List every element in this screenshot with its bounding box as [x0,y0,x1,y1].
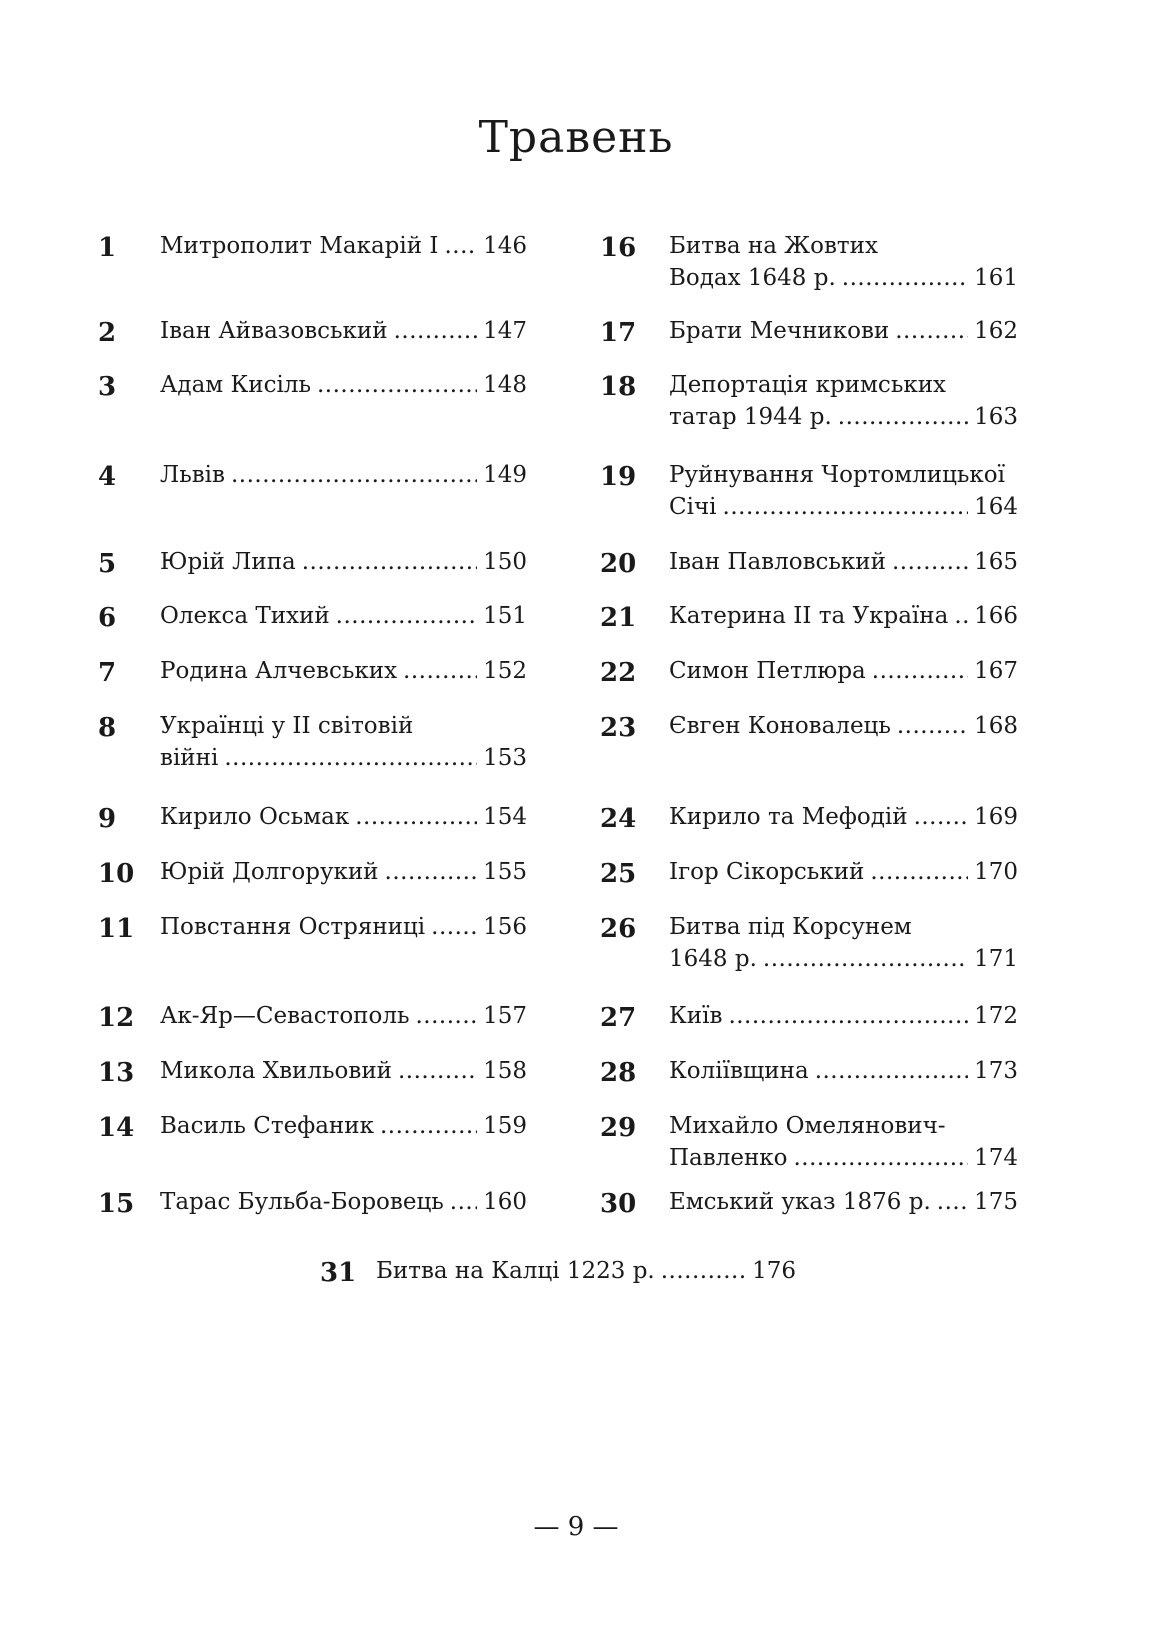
dot-leader [385,856,478,888]
entry-page: 148 [483,372,527,398]
entry-title: Юрій Долгорукий [160,859,379,885]
entry-number: 28 [600,1058,637,1088]
entry-number: 25 [600,859,637,889]
entry-title-line1: Українці у II світовій [160,713,414,739]
entry-title: Ігор Сікорський [669,859,865,885]
entry-title: Битва на Калці 1223 р. [376,1258,655,1284]
entry-number: 3 [98,372,117,402]
dot-leader [937,1186,968,1218]
entry-number: 21 [600,603,637,633]
entry-number: 9 [98,804,117,834]
entry-page: 173 [974,1058,1018,1084]
entry-page: 176 [752,1258,796,1284]
entry-number: 31 [320,1258,357,1288]
entry-title: Коліївщина [669,1058,809,1084]
dot-leader [842,262,968,294]
entry-number: 4 [98,462,117,492]
entry-page: 155 [483,859,527,885]
entry-number: 29 [600,1113,637,1143]
entry-number: 19 [600,462,637,492]
entry-number: 2 [98,318,117,348]
dot-leader [317,369,477,401]
entry-number: 27 [600,1003,637,1033]
entry-page: 161 [974,265,1018,291]
entry-page: 147 [483,318,527,344]
entry-title: Кирило Осьмак [160,804,350,830]
dot-leader [723,491,969,523]
dot-leader [231,459,477,491]
entry-title: Кирило та Мефодій [669,804,908,830]
entry-number: 5 [98,549,117,579]
entry-number: 24 [600,804,637,834]
entry-page: 146 [483,233,527,259]
entry-title: Олекса Тихий [160,603,330,629]
entry-number: 20 [600,549,637,579]
entry-title: Симон Петлюра [669,658,866,684]
entry-title: Павленко [669,1145,788,1171]
entry-title: Юрій Липа [160,549,296,575]
entry-title: Тарас Бульба-Боровець [160,1189,444,1215]
dot-leader [380,1110,477,1142]
entry-page: 167 [974,658,1018,684]
entry-page: 153 [483,745,527,771]
entry-number: 7 [98,658,117,688]
entry-page: 175 [974,1189,1018,1215]
dot-leader [302,546,477,578]
entry-page: 157 [483,1003,527,1029]
entry-title: Січі [669,494,717,520]
page-number: — 9 — [533,1512,619,1542]
entry-page: 162 [974,318,1018,344]
dot-leader [431,911,477,943]
entry-title: Емський указ 1876 р. [669,1189,931,1215]
entry-title-line1: Битва під Корсунем [669,914,912,940]
dot-leader [444,230,477,262]
dot-leader [728,1000,968,1032]
dot-leader [224,742,477,774]
entry-title: Родина Алчевських [160,658,398,684]
entry-number: 23 [600,713,637,743]
dot-leader [870,856,968,888]
entry-page: 166 [974,603,1018,629]
entry-page: 172 [974,1003,1018,1029]
entry-number: 12 [98,1003,135,1033]
entry-title: Львів [160,462,225,488]
entry-page: 154 [483,804,527,830]
dot-leader [450,1186,477,1218]
entry-number: 11 [98,914,135,944]
dot-leader [815,1055,968,1087]
entry-number: 22 [600,658,637,688]
entry-number: 17 [600,318,637,348]
entry-title: Василь Стефаник [160,1113,374,1139]
entry-title-line1: Михайло Омелянович- [669,1113,946,1139]
entry-number: 26 [600,914,637,944]
entry-title: Іван Павловський [669,549,886,575]
dot-leader [892,546,968,578]
entry-page: 156 [483,914,527,940]
entry-title: Адам Кисіль [160,372,311,398]
entry-title-line1: Битва на Жовтих [669,233,878,259]
dot-leader [872,655,968,687]
entry-title-line1: Руйнування Чортомлицької [669,462,1005,488]
entry-title: Брати Мечникови [669,318,890,344]
entry-number: 15 [98,1189,135,1219]
entry-title-line1: Депортація кримських [669,372,947,398]
entry-page: 170 [974,859,1018,885]
dot-leader [794,1142,969,1174]
entry-number: 1 [98,233,117,263]
dot-leader [914,801,969,833]
dot-leader [897,710,968,742]
entry-page: 165 [974,549,1018,575]
entry-title: Катерина II та Україна [669,603,949,629]
entry-number: 14 [98,1113,135,1143]
dot-leader [763,943,968,975]
dot-leader [336,600,477,632]
entry-number: 10 [98,859,135,889]
entry-page: 171 [974,946,1018,972]
entry-title: Київ [669,1003,723,1029]
entry-page: 159 [483,1113,527,1139]
entry-title: Ак-Яр—Севастополь [160,1003,410,1029]
dot-leader [661,1255,746,1287]
entry-page: 151 [483,603,527,629]
entry-page: 174 [974,1145,1018,1171]
dot-leader [838,401,968,433]
entry-page: 168 [974,713,1018,739]
dot-leader [398,1055,477,1087]
entry-title: татар 1944 р. [669,404,832,430]
entry-number: 18 [600,372,637,402]
entry-number: 6 [98,603,117,633]
entry-number: 8 [98,713,117,743]
entry-page: 149 [483,462,527,488]
entry-title: війні [160,745,219,771]
page-title: Травень [478,112,674,163]
entry-title: Водах 1648 р. [669,265,836,291]
entry-title: Євген Коновалець [669,713,891,739]
entry-page: 169 [974,804,1018,830]
entry-page: 152 [483,658,527,684]
entry-page: 150 [483,549,527,575]
entry-number: 13 [98,1058,135,1088]
dot-leader [394,315,478,347]
entry-number: 16 [600,233,637,263]
entry-title: 1648 р. [669,946,757,972]
entry-page: 164 [974,494,1018,520]
entry-title: Микола Хвильовий [160,1058,392,1084]
dot-leader [403,655,477,687]
entry-page: 163 [974,404,1018,430]
dot-leader [895,315,968,347]
dot-leader [416,1000,478,1032]
entry-number: 30 [600,1189,637,1219]
entry-title: Повстання Остряниці [160,914,426,940]
entry-title: Митрополит Макарій I [160,233,439,259]
entry-page: 160 [483,1189,527,1215]
entry-title: Іван Айвазовський [160,318,388,344]
entry-page: 158 [483,1058,527,1084]
dot-leader [954,600,968,632]
dot-leader [355,801,477,833]
